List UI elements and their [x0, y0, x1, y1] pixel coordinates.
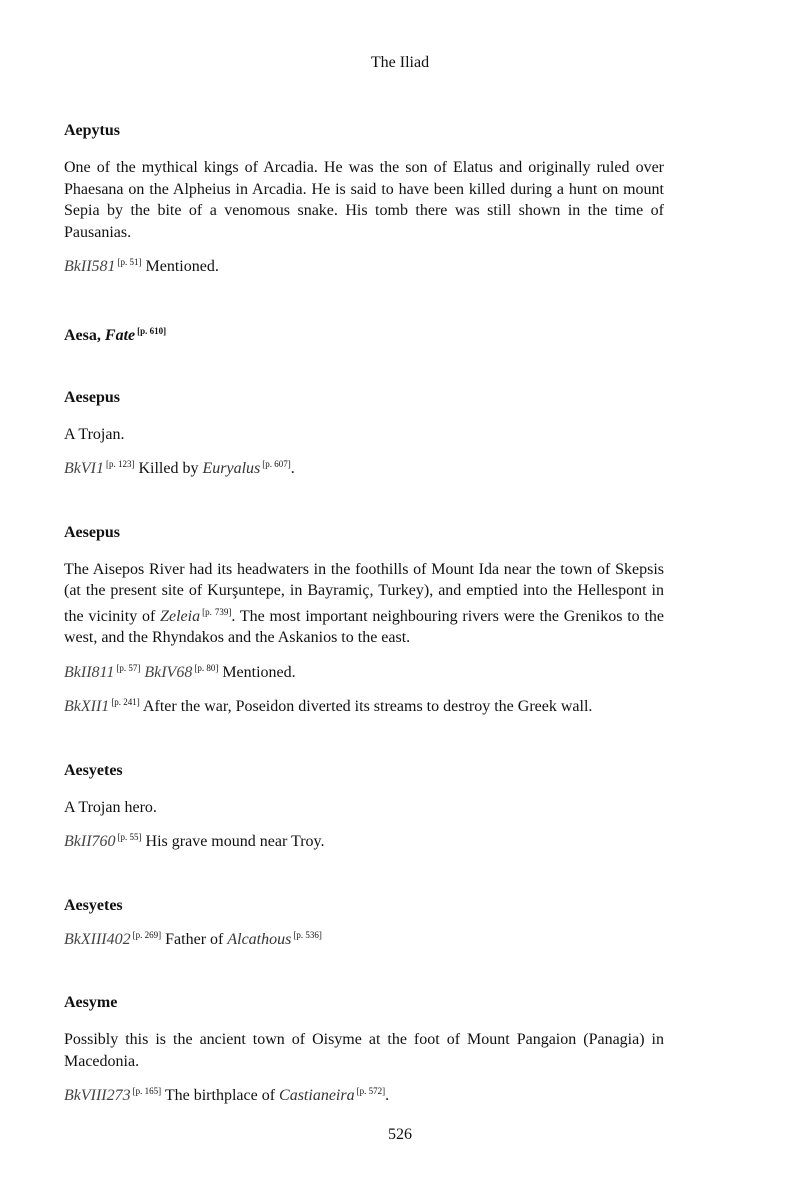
entry-aesyetes-father	[64, 896, 664, 951]
cross-reference-link[interactable]: Alcathous	[227, 930, 292, 948]
reference-text: Killed by	[134, 460, 203, 477]
reference-line	[64, 692, 664, 718]
reference-text: His grave mound near Troy.	[141, 833, 325, 850]
page-marker: [p. 57]	[116, 662, 141, 673]
headword-text: Aesa,	[64, 326, 101, 344]
page-marker: [p. 55]	[117, 832, 142, 842]
entry-aesepus-trojan	[64, 388, 664, 480]
entry-spacer	[64, 862, 664, 896]
book-citation-link[interactable]: BkII581	[64, 258, 116, 275]
reference-text: Mentioned.	[141, 258, 219, 275]
reference-line	[64, 252, 664, 278]
entry-aesyme	[64, 993, 664, 1107]
page-number: 526	[388, 1126, 412, 1143]
entry-description: Possibly this is the ancient town of Oisyme at the foot of Mount Pangaion (Panagia) in Macedonia.	[64, 1031, 664, 1070]
page-marker: [p. 241]	[111, 697, 140, 707]
page-marker: [p. 123]	[105, 459, 135, 469]
reference-line	[64, 1081, 664, 1107]
book-citation-link[interactable]: BkVIII273	[64, 1087, 131, 1104]
description-text: The Aisepos River had its headwaters in the foothills of Mount Ida near the town of Skepsis (at the present site of Kurşuntepe, in Bayramiç, Turkey), and emptied into the Hellespont in the vicinity of	[64, 560, 664, 625]
reference-line	[64, 658, 664, 684]
entry-description: A Trojan.	[64, 425, 125, 443]
entry-spacer	[64, 362, 664, 388]
cross-reference-link[interactable]: Zeleia	[160, 607, 201, 625]
entry-description: A Trojan hero.	[64, 798, 157, 816]
book-citation-link[interactable]: BkVI1	[64, 460, 104, 477]
reference-text: Mentioned.	[218, 663, 296, 681]
page-marker: [p. 269]	[132, 929, 162, 940]
page-marker: [p. 572]	[356, 1086, 386, 1096]
page-marker: [p. 165]	[132, 1086, 162, 1096]
headword-alias-link[interactable]: Fate	[104, 326, 136, 344]
reference-line	[64, 827, 664, 853]
headword	[64, 321, 664, 346]
book-citation-link[interactable]: BkIV68	[144, 663, 193, 681]
entry-spacer	[64, 287, 664, 321]
headword: Aesepus	[64, 523, 121, 541]
page-marker: [p. 51]	[117, 257, 142, 267]
entry-aesepus-river	[64, 523, 664, 718]
reference-line	[64, 454, 664, 480]
description-text: . The most important neighbouring rivers were the Grenikos to the west, and the Rhyndakos and the Askanios to the east.	[64, 607, 664, 646]
entry-aepytus	[64, 121, 664, 278]
reference-tail: .	[385, 1087, 390, 1104]
running-head: The Iliad	[370, 54, 430, 71]
headword: Aepytus	[64, 122, 121, 139]
book-citation-link[interactable]: BkXII1	[64, 698, 110, 715]
entry-spacer	[64, 727, 664, 761]
book-citation-link[interactable]: BkII811	[64, 663, 115, 681]
entry-list	[64, 121, 664, 1116]
headword: Aesepus	[64, 388, 121, 406]
entry-spacer	[64, 489, 664, 523]
page-marker: [p. 536]	[293, 929, 322, 940]
book-citation-link[interactable]: BkXIII402	[64, 930, 131, 948]
reference-text: The birthplace of	[161, 1087, 280, 1104]
headword: Aesyme	[64, 994, 118, 1011]
headword: Aesyetes	[64, 761, 123, 779]
page-marker: [p. 80]	[194, 662, 219, 673]
reference-text: After the war, Poseidon diverted its streams to destroy the Greek wall.	[139, 698, 593, 715]
page-marker: [p. 739]	[202, 606, 232, 617]
reference-text: Father of	[161, 930, 228, 948]
headword: Aesyetes	[64, 896, 123, 914]
entry-aesyetes-hero	[64, 761, 664, 853]
entry-spacer	[64, 959, 664, 993]
cross-reference-link[interactable]: Euryalus	[202, 460, 261, 477]
cross-reference-link[interactable]: Castianeira	[279, 1087, 355, 1104]
entry-aesa	[64, 321, 664, 346]
reference-line	[64, 925, 664, 951]
page-marker: [p. 607]	[262, 459, 291, 469]
page-marker: [p. 610]	[137, 325, 167, 336]
entry-description	[64, 559, 664, 649]
book-citation-link[interactable]: BkII760	[64, 833, 116, 850]
reference-tail: .	[290, 460, 295, 477]
entry-description: One of the mythical kings of Arcadia. He was the son of Elatus and originally ruled over Phaesana on the Alpheius in Arcadia. He is said to have been killed during a hunt on mount Sepia by the bite of a venomous snake. His tomb there was still shown in the time of Pausanias.	[64, 159, 664, 241]
